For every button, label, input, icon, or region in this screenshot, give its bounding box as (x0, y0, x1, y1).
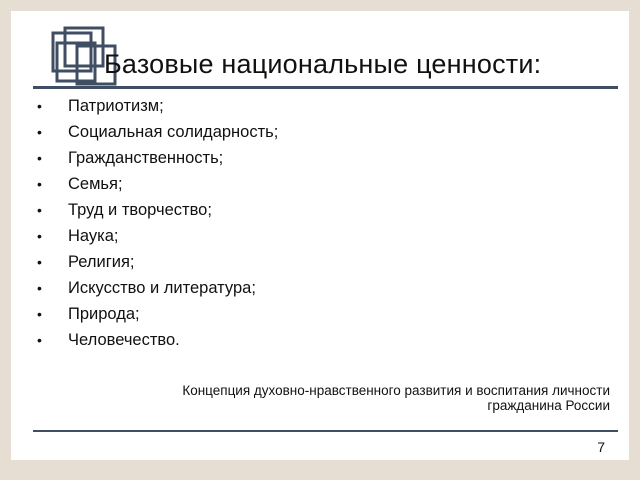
list-item (37, 171, 278, 197)
bullet-icon: • (37, 332, 42, 348)
title-divider (33, 86, 618, 89)
source-citation (182, 383, 610, 413)
slide-title: Базовые национальные ценности: (104, 49, 542, 79)
list-item-label: Социальная солидарность; (68, 123, 279, 141)
bullet-icon: • (37, 176, 42, 192)
list-item-label: Наука; (68, 227, 119, 245)
list-item (37, 249, 278, 275)
list-item-label: Искусство и литература; (68, 279, 256, 297)
list-item-label: Семья; (68, 175, 123, 193)
bullet-icon: • (37, 254, 42, 270)
page-number: 7 (597, 439, 605, 455)
list-item (37, 327, 278, 353)
source-line: Концепция духовно-нравственного развития и воспитания личности (182, 383, 610, 398)
list-item (37, 275, 278, 301)
list-item (37, 145, 278, 171)
list-item-label: Труд и творчество; (68, 201, 212, 219)
bullet-icon: • (37, 202, 42, 218)
list-item-label: Человечество. (68, 331, 180, 349)
bullet-icon: • (37, 306, 42, 322)
list-item-label: Патриотизм; (68, 97, 164, 115)
footer-divider (33, 430, 618, 432)
list-item (37, 301, 278, 327)
list-item (37, 119, 278, 145)
list-item (37, 223, 278, 249)
bullet-icon: • (37, 228, 42, 244)
list-item (37, 197, 278, 223)
list-item-label: Религия; (68, 253, 135, 271)
list-item (37, 93, 278, 119)
bullet-icon: • (37, 124, 42, 140)
bullet-icon: • (37, 98, 42, 114)
list-item-label: Природа; (68, 305, 140, 323)
slide (11, 11, 629, 460)
bullet-icon: • (37, 280, 42, 296)
source-line: гражданина России (487, 398, 610, 413)
bullet-icon: • (37, 150, 42, 166)
list-item-label: Гражданственность; (68, 149, 224, 167)
values-list (37, 93, 278, 353)
